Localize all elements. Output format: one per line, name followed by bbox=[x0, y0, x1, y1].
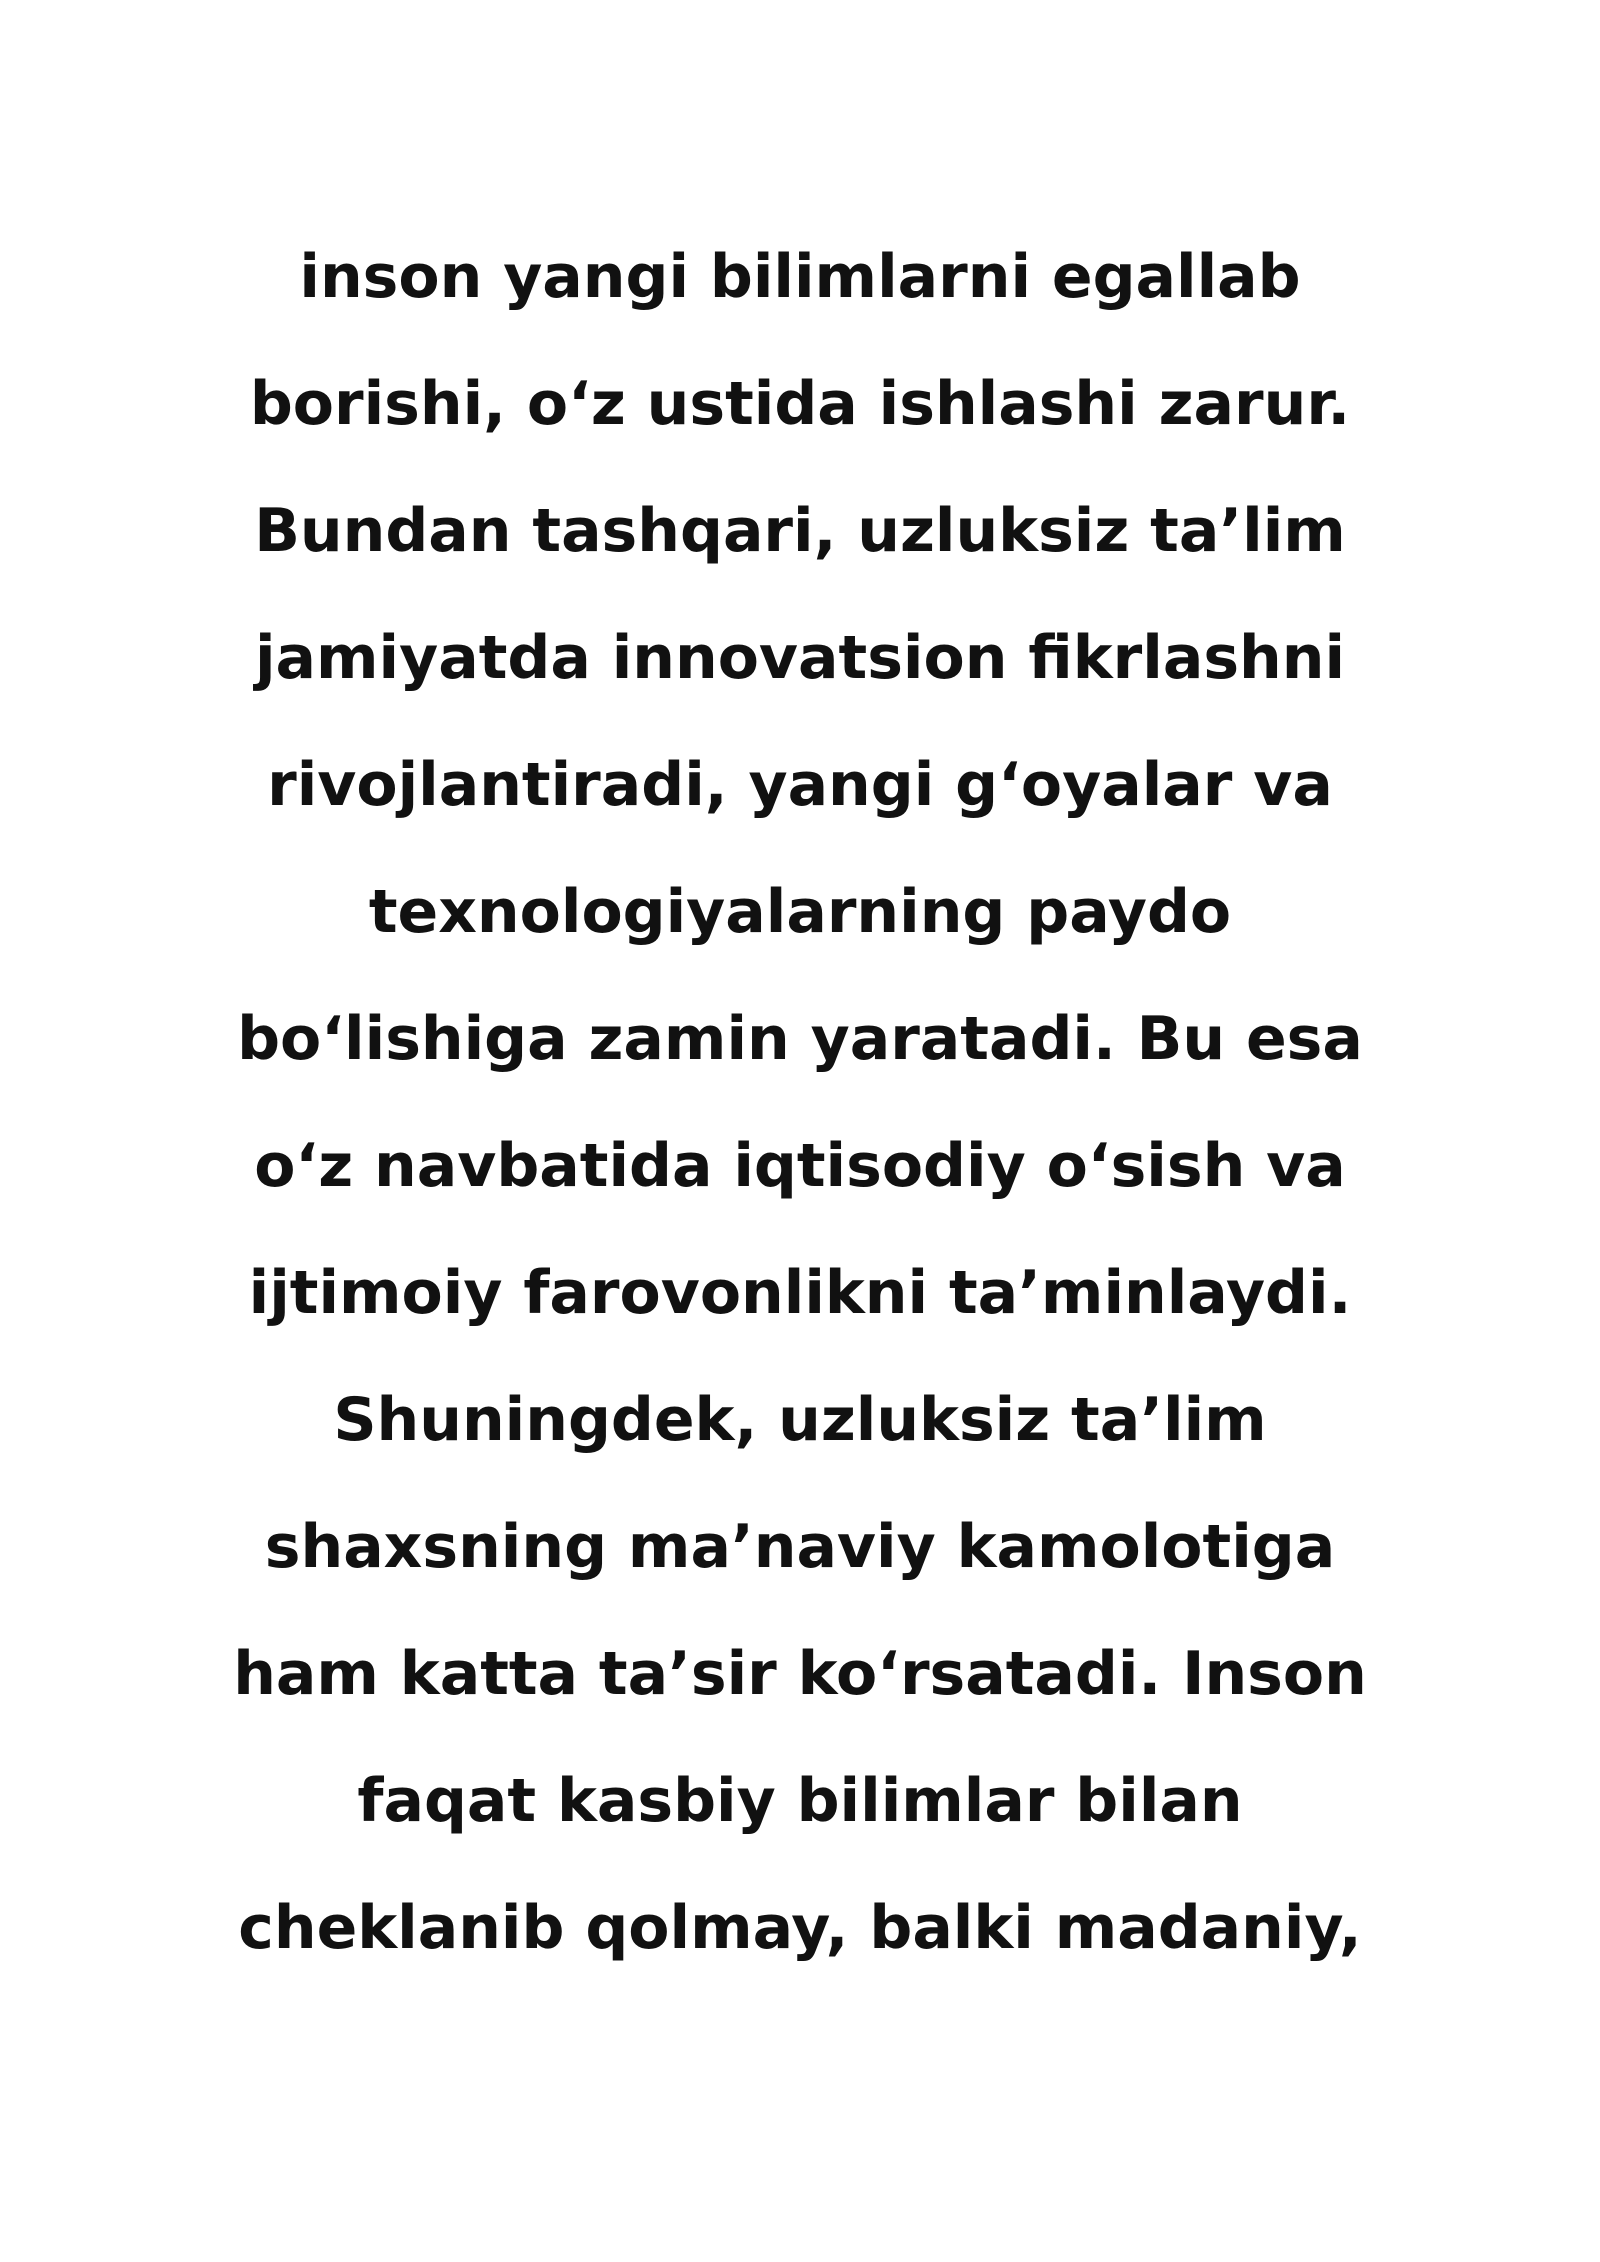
text-line: Bundan tashqari, uzluksiz ta’lim bbox=[254, 496, 1346, 566]
text-line: rivojlantiradi, yangi g‘oyalar va bbox=[267, 750, 1333, 820]
text-line: bo‘lishiga zamin yaratadi. Bu esa bbox=[237, 1004, 1363, 1074]
text-line: jamiyatda innovatsion fikrlashni bbox=[254, 623, 1346, 693]
text-line: ham katta ta’sir ko‘rsatadi. Inson bbox=[233, 1639, 1367, 1709]
text-line: Shuningdek, uzluksiz ta’lim bbox=[333, 1385, 1267, 1455]
text-line: o‘z navbatida iqtisodiy o‘sish va bbox=[254, 1131, 1346, 1201]
text-line: inson yangi bilimlarni egallab bbox=[299, 242, 1301, 312]
text-line: ijtimoiy farovonlikni ta’minlaydi. bbox=[248, 1258, 1352, 1328]
body-text bbox=[0, 232, 1600, 2010]
text-line: borishi, o‘z ustida ishlashi zarur. bbox=[249, 369, 1351, 439]
text-line: texnologiyalarning paydo bbox=[368, 877, 1232, 947]
text-line: faqat kasbiy bilimlar bilan bbox=[357, 1766, 1243, 1836]
text-line: shaxsning ma’naviy kamolotiga bbox=[264, 1512, 1336, 1582]
text-line: cheklanib qolmay, balki madaniy, bbox=[238, 1893, 1362, 1963]
